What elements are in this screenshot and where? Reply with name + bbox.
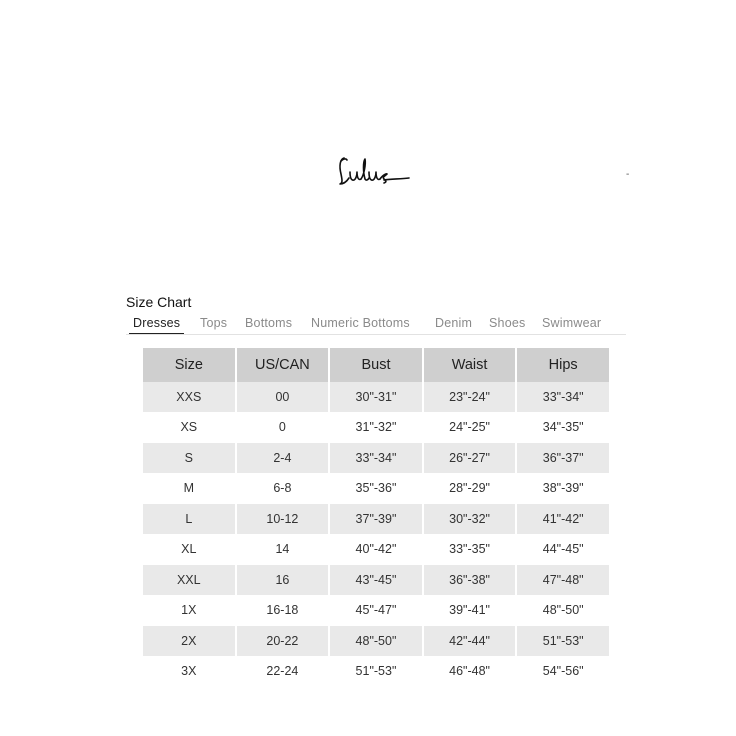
cell-bust: 45"-47"	[330, 596, 422, 627]
cell-bust: 31"-32"	[330, 413, 422, 444]
cell-us-can: 16	[237, 565, 329, 596]
cell-bust: 33"-34"	[330, 443, 422, 474]
cell-bust: 51"-53"	[330, 657, 422, 688]
table-row	[143, 565, 609, 596]
cell-us-can: 22-24	[237, 657, 329, 688]
cell-size: 2X	[143, 626, 235, 657]
cell-size: XXL	[143, 565, 235, 596]
header-dash: -	[626, 169, 630, 180]
tab-tops[interactable]: Tops	[200, 316, 228, 330]
lulus-logo[interactable]	[335, 150, 415, 190]
cell-us-can: 16-18	[237, 596, 329, 627]
table-row	[143, 504, 609, 535]
cell-hips: 38"-39"	[517, 474, 609, 505]
cell-size: S	[143, 443, 235, 474]
size-chart-table	[141, 348, 611, 687]
cell-hips: 34"-35"	[517, 413, 609, 444]
table-row	[143, 535, 609, 566]
column-header-hips: Hips	[517, 348, 609, 382]
tab-shoes[interactable]: Shoes	[489, 316, 526, 330]
cell-size: 1X	[143, 596, 235, 627]
cell-size: XL	[143, 535, 235, 566]
table-row	[143, 413, 609, 444]
cell-waist: 42"-44"	[424, 626, 516, 657]
cell-size: L	[143, 504, 235, 535]
cell-hips: 44"-45"	[517, 535, 609, 566]
column-header-us-can: US/CAN	[237, 348, 329, 382]
cell-size: M	[143, 474, 235, 505]
cell-hips: 36"-37"	[517, 443, 609, 474]
cell-waist: 46"-48"	[424, 657, 516, 688]
cell-us-can: 14	[237, 535, 329, 566]
table-row	[143, 474, 609, 505]
cell-hips: 47"-48"	[517, 565, 609, 596]
cell-bust: 43"-45"	[330, 565, 422, 596]
tab-numeric-bottoms[interactable]: Numeric Bottoms	[311, 316, 410, 330]
table-row	[143, 382, 609, 413]
lulus-logo-wordmark	[335, 150, 415, 190]
size-chart-tabs	[126, 314, 626, 335]
tab-denim[interactable]: Denim	[435, 316, 473, 330]
cell-waist: 26"-27"	[424, 443, 516, 474]
cell-us-can: 0	[237, 413, 329, 444]
cell-waist: 28"-29"	[424, 474, 516, 505]
cell-size: XXS	[143, 382, 235, 413]
table-header-row	[143, 348, 609, 382]
column-header-size: Size	[143, 348, 235, 382]
table-row	[143, 443, 609, 474]
cell-us-can: 20-22	[237, 626, 329, 657]
cell-waist: 36"-38"	[424, 565, 516, 596]
cell-size: 3X	[143, 657, 235, 688]
cell-waist: 23"-24"	[424, 382, 516, 413]
column-header-waist: Waist	[424, 348, 516, 382]
cell-bust: 35"-36"	[330, 474, 422, 505]
tab-dresses[interactable]: Dresses	[129, 316, 184, 334]
cell-bust: 30"-31"	[330, 382, 422, 413]
size-chart-title: Size Chart	[126, 294, 192, 310]
cell-us-can: 2-4	[237, 443, 329, 474]
cell-bust: 48"-50"	[330, 626, 422, 657]
cell-waist: 24"-25"	[424, 413, 516, 444]
cell-waist: 30"-32"	[424, 504, 516, 535]
cell-hips: 48"-50"	[517, 596, 609, 627]
cell-bust: 40"-42"	[330, 535, 422, 566]
cell-us-can: 6-8	[237, 474, 329, 505]
cell-hips: 51"-53"	[517, 626, 609, 657]
cell-waist: 33"-35"	[424, 535, 516, 566]
table-row	[143, 596, 609, 627]
table-row	[143, 657, 609, 688]
cell-hips: 41"-42"	[517, 504, 609, 535]
table-row	[143, 626, 609, 657]
tab-swimwear[interactable]: Swimwear	[542, 316, 602, 330]
cell-us-can: 10-12	[237, 504, 329, 535]
column-header-bust: Bust	[330, 348, 422, 382]
cell-us-can: 00	[237, 382, 329, 413]
cell-hips: 33"-34"	[517, 382, 609, 413]
tab-bottoms[interactable]: Bottoms	[245, 316, 293, 330]
cell-hips: 54"-56"	[517, 657, 609, 688]
cell-size: XS	[143, 413, 235, 444]
cell-waist: 39"-41"	[424, 596, 516, 627]
cell-bust: 37"-39"	[330, 504, 422, 535]
